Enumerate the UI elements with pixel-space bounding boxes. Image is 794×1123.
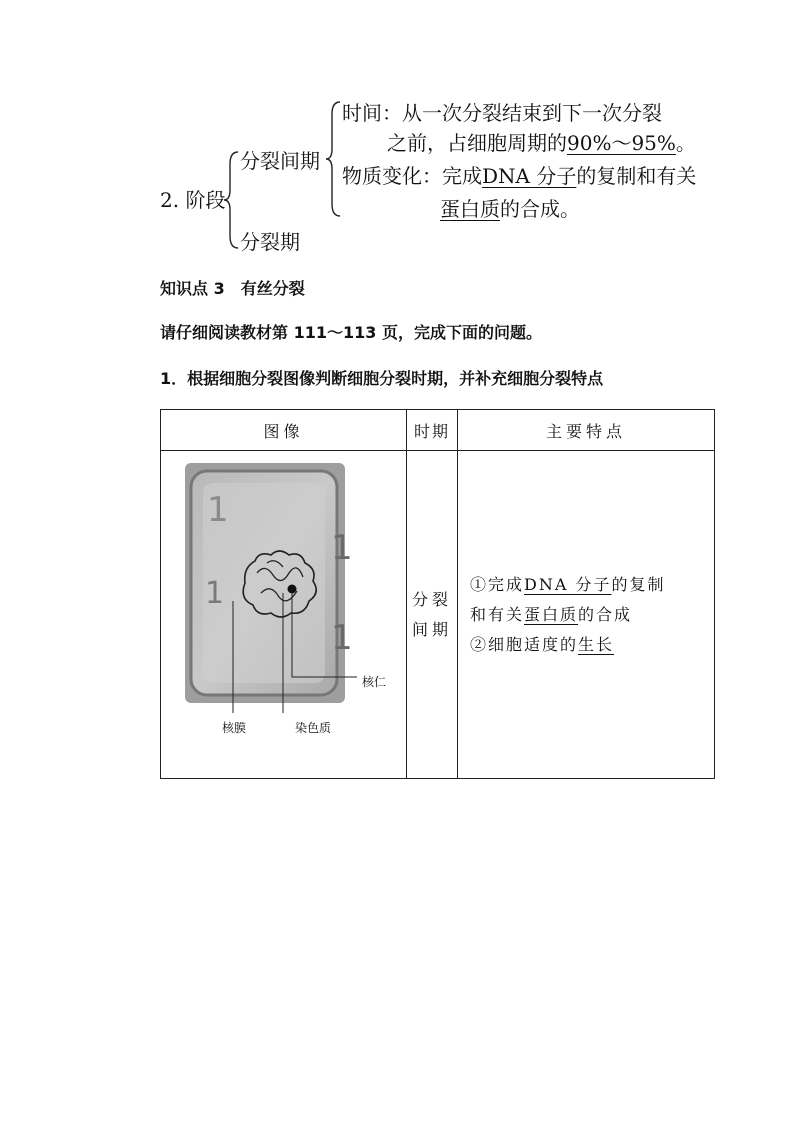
- svg-text:1: 1: [331, 618, 353, 658]
- left-brace: [222, 150, 240, 250]
- time-line-2: [387, 131, 696, 155]
- material-line-1: [342, 164, 696, 188]
- stage-number-label: 2. 阶段: [160, 188, 226, 212]
- feature-1-prefix: ①完成: [470, 574, 525, 594]
- time-answer: 90%～95%: [567, 131, 676, 155]
- time-text-1: 从一次分裂结束到下一次分裂: [402, 101, 662, 125]
- material-label: 物质变化：: [342, 164, 442, 188]
- section-heading: 知识点 3 有丝分裂: [160, 279, 305, 298]
- material-end: 的合成。: [500, 197, 580, 221]
- material-line-2: [440, 197, 580, 221]
- instruction-text: 请仔细阅读教材第 111～113 页，完成下面的问题。: [160, 323, 542, 342]
- svg-text:1: 1: [205, 576, 225, 611]
- period-line-2: 间期: [411, 619, 452, 639]
- time-text-2: 之前，占细胞周期的: [387, 131, 567, 155]
- question-text: 1．根据细胞分裂图像判断细胞分裂时期，并补充细胞分裂特点: [160, 369, 604, 388]
- header-period: 时期: [407, 410, 458, 451]
- header-features: 主要特点: [458, 410, 715, 451]
- feature-line-1: [470, 570, 714, 600]
- material-mid: 的复制和有关: [576, 164, 697, 188]
- feature-1-answer: DNA 分子: [524, 574, 612, 594]
- table-header-row: [161, 410, 715, 451]
- material-prefix: 完成: [442, 164, 482, 188]
- time-line-1: [342, 101, 662, 125]
- right-brace: [324, 100, 342, 218]
- feature-2-prefix: 和有关: [470, 604, 525, 624]
- features-cell: [458, 451, 715, 779]
- time-label: 时间：: [342, 101, 402, 125]
- image-cell: [161, 451, 407, 779]
- interphase-label: 分裂间期: [240, 149, 320, 173]
- feature-line-2: [470, 600, 714, 630]
- feature-3-prefix: ②细胞适度的: [470, 634, 579, 654]
- label-nuclear-membrane: 核膜: [222, 721, 247, 735]
- svg-text:1: 1: [207, 490, 229, 530]
- cell-division-table: [160, 409, 715, 779]
- table-row: [161, 451, 715, 779]
- material-answer-protein: 蛋白质: [440, 197, 500, 221]
- svg-text:1: 1: [331, 528, 353, 568]
- label-nucleolus: 核仁: [362, 675, 387, 689]
- mitotic-phase-label: 分裂期: [240, 230, 300, 254]
- period-line-1: 分裂: [411, 589, 452, 609]
- feature-2-answer: 蛋白质: [524, 604, 579, 624]
- label-chromatin: 染色质: [295, 721, 332, 735]
- feature-3-answer: 生长: [578, 634, 615, 654]
- time-end: 。: [675, 131, 696, 155]
- feature-line-3: [470, 630, 714, 660]
- material-answer-dna: DNA 分子: [482, 164, 577, 188]
- period-cell: [407, 451, 458, 779]
- feature-1-suffix: 的复制: [611, 574, 666, 594]
- header-image: 图像: [161, 410, 407, 451]
- feature-2-suffix: 的合成: [578, 604, 633, 624]
